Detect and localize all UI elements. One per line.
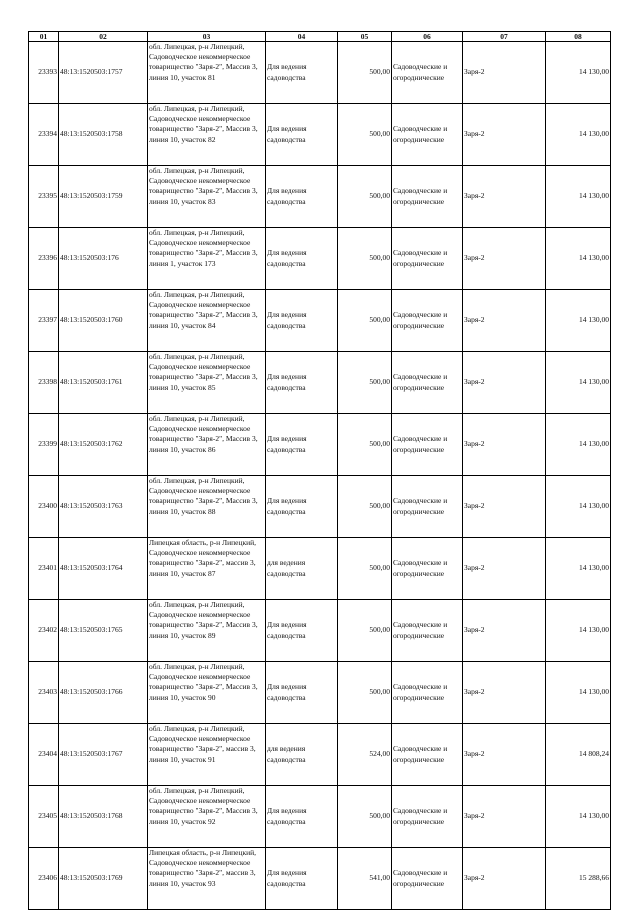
purpose-cell: Для ведения садоводства [266,166,338,228]
area-cell: 500,00 [338,42,392,104]
category-cell: Садоводческие и огороднические [392,414,463,476]
area-cell: 500,00 [338,538,392,600]
purpose-cell: Для ведения садоводства [266,414,338,476]
column-header: 04 [266,32,338,42]
value-cell: 14 130,00 [546,786,611,848]
purpose-cell: Для ведения садоводства [266,786,338,848]
table-row [29,724,611,786]
table-row [29,290,611,352]
location-cell: Заря-2 [463,228,546,290]
purpose-cell: Для ведения садоводства [266,290,338,352]
value-cell: 14 130,00 [546,290,611,352]
row-number-cell: 23405 [29,786,59,848]
location-cell: Заря-2 [463,104,546,166]
location-cell: Заря-2 [463,724,546,786]
column-header: 02 [59,32,148,42]
location-cell: Заря-2 [463,476,546,538]
row-number-cell: 23396 [29,228,59,290]
location-cell: Заря-2 [463,848,546,910]
location-cell: Заря-2 [463,290,546,352]
area-cell: 500,00 [338,786,392,848]
value-cell: 14 130,00 [546,600,611,662]
address-cell [148,228,266,290]
cadastral-number-cell: 48:13:1520503:1764 [59,538,148,600]
category-cell: Садоводческие и огороднические [392,166,463,228]
column-header: 07 [463,32,546,42]
location-cell: Заря-2 [463,600,546,662]
table-row [29,786,611,848]
row-number-cell: 23399 [29,414,59,476]
address-cell [148,538,266,600]
cadastral-table [28,31,611,910]
address-cell [148,786,266,848]
area-cell: 500,00 [338,476,392,538]
row-number-cell: 23404 [29,724,59,786]
row-number-cell: 23394 [29,104,59,166]
location-cell: Заря-2 [463,166,546,228]
value-cell: 14 130,00 [546,538,611,600]
address-text: обл. Липецкая, р-н Липецкий, Садоводческое некоммерческое товарищество "Заря-2", Массив 3, линия 10, участок 89 [149,600,258,640]
address-text: обл. Липецкая, р-н Липецкий, Садоводческое некоммерческое товарищество "Заря-2", Массив 3, линия 10, участок 90 [149,662,258,702]
address-cell [148,104,266,166]
value-cell: 15 288,66 [546,848,611,910]
row-number-cell: 23403 [29,662,59,724]
address-cell [148,848,266,910]
purpose-cell: Для ведения садоводства [266,228,338,290]
value-cell: 14 130,00 [546,476,611,538]
value-cell: 14 130,00 [546,42,611,104]
address-cell [148,600,266,662]
value-cell: 14 130,00 [546,662,611,724]
cadastral-number-cell: 48:13:1520503:1767 [59,724,148,786]
address-cell [148,414,266,476]
address-text: Липецкая область, р-н Липецкий, Садоводческое некоммерческое товарищество "Заря-2", массив 3, линия 10, участок 87 [149,538,257,578]
category-cell: Садоводческие и огороднические [392,724,463,786]
address-text: Липецкая область, р-н Липецкий, Садоводческое некоммерческое товарищество "Заря-2", массив 3, линия 10, участок 93 [149,848,257,888]
value-cell: 14 130,00 [546,228,611,290]
address-text: обл. Липецкая, р-н Липецкий, Садоводческое некоммерческое товарищество "Заря-2", Массив 3, линия 10, участок 92 [149,786,258,826]
area-cell: 500,00 [338,600,392,662]
address-cell [148,724,266,786]
category-cell: Садоводческие и огороднические [392,538,463,600]
address-cell [148,166,266,228]
purpose-cell: Для ведения садоводства [266,848,338,910]
table-row [29,228,611,290]
table-row [29,662,611,724]
table-row [29,166,611,228]
purpose-cell: для ведения садоводства [266,724,338,786]
row-number-cell: 23402 [29,600,59,662]
cadastral-number-cell: 48:13:1520503:1765 [59,600,148,662]
category-cell: Садоводческие и огороднические [392,476,463,538]
table-row [29,42,611,104]
address-text: обл. Липецкая, р-н Липецкий, Садоводческое некоммерческое товарищество "Заря-2", Массив 3, линия 10, участок 86 [149,414,258,454]
address-text: обл. Липецкая, р-н Липецкий, Садоводческое некоммерческое товарищество "Заря-2", Массив 3, линия 10, участок 84 [149,290,258,330]
address-text: обл. Липецкая, р-н Липецкий, Садоводческое некоммерческое товарищество "Заря-2", массив 3, линия 10, участок 91 [149,724,256,764]
area-cell: 500,00 [338,166,392,228]
row-number-cell: 23406 [29,848,59,910]
category-cell: Садоводческие и огороднические [392,42,463,104]
row-number-cell: 23395 [29,166,59,228]
table-row [29,848,611,910]
purpose-cell: Для ведения садоводства [266,476,338,538]
purpose-cell: Для ведения садоводства [266,352,338,414]
cadastral-number-cell: 48:13:1520503:1761 [59,352,148,414]
category-cell: Садоводческие и огороднические [392,228,463,290]
address-cell [148,662,266,724]
table-row [29,538,611,600]
column-header: 05 [338,32,392,42]
row-number-cell: 23400 [29,476,59,538]
column-header: 06 [392,32,463,42]
column-header: 08 [546,32,611,42]
location-cell: Заря-2 [463,538,546,600]
value-cell: 14 130,00 [546,104,611,166]
category-cell: Садоводческие и огороднические [392,786,463,848]
table-row [29,414,611,476]
value-cell: 14 130,00 [546,352,611,414]
purpose-cell: Для ведения садоводства [266,662,338,724]
address-text: обл. Липецкая, р-н Липецкий, Садоводческое некоммерческое товарищество "Заря-2", Массив 3, линия 1, участок 173 [149,228,258,268]
area-cell: 524,00 [338,724,392,786]
value-cell: 14 808,24 [546,724,611,786]
row-number-cell: 23397 [29,290,59,352]
address-cell [148,42,266,104]
cadastral-number-cell: 48:13:1520503:1766 [59,662,148,724]
category-cell: Садоводческие и огороднические [392,104,463,166]
cadastral-number-cell: 48:13:1520503:1757 [59,42,148,104]
row-number-cell: 23398 [29,352,59,414]
purpose-cell: Для ведения садоводства [266,600,338,662]
category-cell: Садоводческие и огороднические [392,662,463,724]
location-cell: Заря-2 [463,786,546,848]
cadastral-number-cell: 48:13:1520503:1762 [59,414,148,476]
cadastral-number-cell: 48:13:1520503:1759 [59,166,148,228]
address-text: обл. Липецкая, р-н Липецкий, Садоводческое некоммерческое товарищество "Заря-2", Массив 3, линия 10, участок 85 [149,352,258,392]
purpose-cell: Для ведения садоводства [266,104,338,166]
table-row [29,104,611,166]
row-number-cell: 23401 [29,538,59,600]
cadastral-number-cell: 48:13:1520503:1769 [59,848,148,910]
purpose-cell: для ведения садоводства [266,538,338,600]
location-cell: Заря-2 [463,42,546,104]
table-body [29,42,611,910]
table-row [29,352,611,414]
category-cell: Садоводческие и огороднические [392,352,463,414]
purpose-cell: Для ведения садоводства [266,42,338,104]
address-text: обл. Липецкая, р-н Липецкий, Садоводческое некоммерческое товарищество "Заря-2", Массив 3, линия 10, участок 88 [149,476,258,516]
location-cell: Заря-2 [463,414,546,476]
cadastral-number-cell: 48:13:1520503:1760 [59,290,148,352]
category-cell: Садоводческие и огороднические [392,290,463,352]
area-cell: 500,00 [338,352,392,414]
category-cell: Садоводческие и огороднические [392,848,463,910]
column-header: 01 [29,32,59,42]
cadastral-number-cell: 48:13:1520503:1768 [59,786,148,848]
area-cell: 541,00 [338,848,392,910]
address-cell [148,476,266,538]
address-cell [148,290,266,352]
address-text: обл. Липецкая, р-н Липецкий, Садоводческое некоммерческое товарищество "Заря-2", Массив 3, линия 10, участок 82 [149,104,258,144]
location-cell: Заря-2 [463,662,546,724]
row-number-cell: 23393 [29,42,59,104]
cadastral-number-cell: 48:13:1520503:1763 [59,476,148,538]
area-cell: 500,00 [338,662,392,724]
address-cell [148,352,266,414]
area-cell: 500,00 [338,290,392,352]
header-row [29,32,611,42]
area-cell: 500,00 [338,104,392,166]
cadastral-number-cell: 48:13:1520503:176 [59,228,148,290]
value-cell: 14 130,00 [546,414,611,476]
table-row [29,476,611,538]
location-cell: Заря-2 [463,352,546,414]
area-cell: 500,00 [338,414,392,476]
value-cell: 14 130,00 [546,166,611,228]
address-text: обл. Липецкая, р-н Липецкий, Садоводческое некоммерческое товарищество "Заря-2", Массив 3, линия 10, участок 81 [149,42,258,82]
table-row [29,600,611,662]
cadastral-number-cell: 48:13:1520503:1758 [59,104,148,166]
address-text: обл. Липецкая, р-н Липецкий, Садоводческое некоммерческое товарищество "Заря-2", Массив 3, линия 10, участок 83 [149,166,258,206]
category-cell: Садоводческие и огороднические [392,600,463,662]
area-cell: 500,00 [338,228,392,290]
column-header: 03 [148,32,266,42]
